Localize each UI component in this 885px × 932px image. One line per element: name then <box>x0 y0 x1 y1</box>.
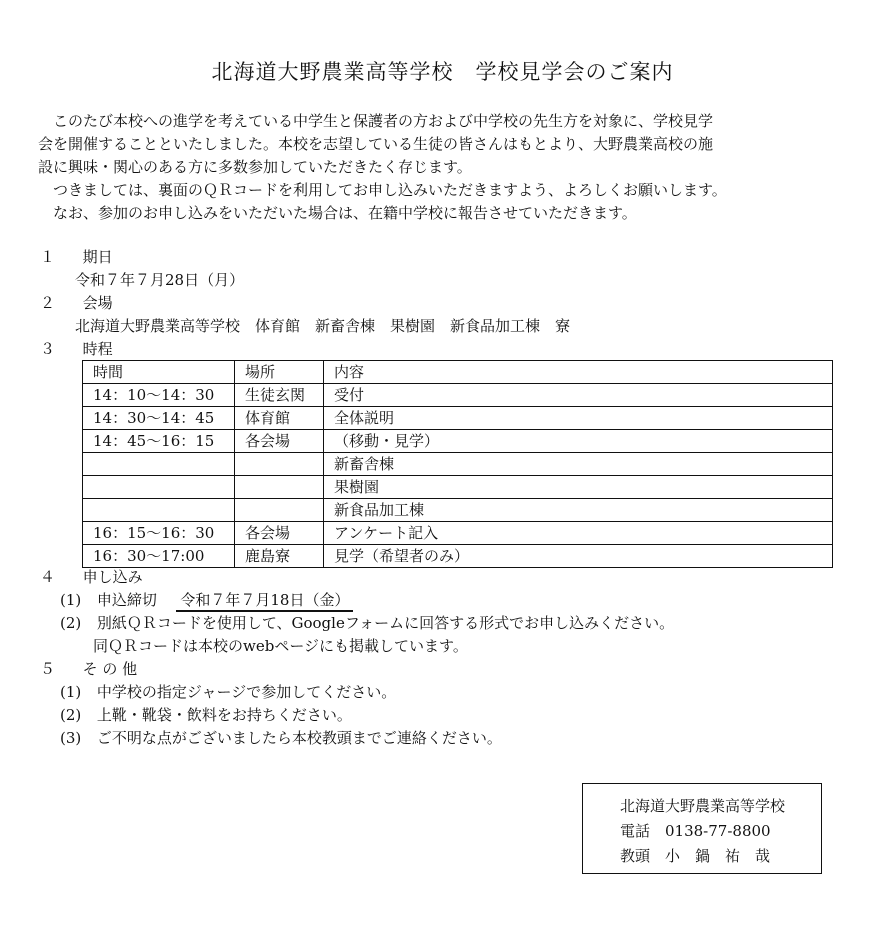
table-row <box>83 384 833 407</box>
table-row <box>83 476 833 499</box>
item-number: (1) <box>60 591 82 609</box>
section-number: １ <box>40 248 56 266</box>
table-cell: 体育館 <box>235 407 324 430</box>
section-number: ５ <box>40 660 56 678</box>
table-cell <box>83 476 235 499</box>
table-row <box>83 499 833 522</box>
table-cell: 14：30〜14：45 <box>83 407 235 430</box>
table-row <box>83 522 833 545</box>
table-cell <box>83 499 235 522</box>
table-cell: 全体説明 <box>324 407 833 430</box>
section-venue-heading <box>40 292 113 314</box>
table-cell: 鹿島寮 <box>235 545 324 568</box>
contact-phone: 電話 0138-77-8800 <box>620 822 771 840</box>
intro-line: 会を開催することといたしました。本校を志望している生徒の皆さんはもとより、大野農業高校の施 <box>38 135 714 153</box>
event-date: 令和７年７月28日（月） <box>75 271 245 289</box>
table-cell: 見学（希望者のみ） <box>324 545 833 568</box>
other-item <box>60 727 502 749</box>
contact-box <box>582 783 822 874</box>
table-cell: 受付 <box>324 384 833 407</box>
intro-paragraph <box>38 110 848 225</box>
deadline-label: 申込締切 <box>96 591 157 609</box>
section-number: ４ <box>40 568 56 586</box>
table-cell: 14：45〜16：15 <box>83 430 235 453</box>
item-text: 別紙ＱＲコードを使用して、Googleフォームに回答する形式でお申し込みください。 <box>96 614 675 632</box>
section-title: 会場 <box>82 294 113 312</box>
contact-person: 教頭 小 鍋 祐 哉 <box>620 847 771 865</box>
section-schedule-heading <box>40 338 113 360</box>
table-cell: 各会場 <box>235 522 324 545</box>
table-cell <box>235 453 324 476</box>
table-cell: アンケート記入 <box>324 522 833 545</box>
item-text: 上靴・靴袋・飲料をお持ちください。 <box>96 706 352 724</box>
event-venue: 北海道大野農業高等学校 体育館 新畜舎棟 果樹園 新食品加工棟 寮 <box>75 317 571 335</box>
schedule-table <box>82 360 833 568</box>
section-number: ３ <box>40 340 56 358</box>
deadline-date: 令和７年７月18日（金） <box>176 591 353 612</box>
table-row <box>83 453 833 476</box>
column-header-time: 時間 <box>83 361 235 384</box>
section-title: 申し込み <box>82 568 143 586</box>
item-text: ご不明な点がございましたら本校教頭までご連絡ください。 <box>96 729 502 747</box>
other-item <box>60 681 396 703</box>
section-title: 時程 <box>82 340 113 358</box>
table-header-row <box>83 361 833 384</box>
apply-item <box>60 612 674 634</box>
section-date-heading <box>40 246 113 268</box>
table-row <box>83 545 833 568</box>
table-cell: 14：10〜14：30 <box>83 384 235 407</box>
table-cell: 生徒玄関 <box>235 384 324 407</box>
table-cell: 各会場 <box>235 430 324 453</box>
item-number: (1) <box>60 683 82 701</box>
table-row <box>83 430 833 453</box>
table-row <box>83 407 833 430</box>
item-text: 中学校の指定ジャージで参加してください。 <box>96 683 397 701</box>
section-number: ２ <box>40 294 56 312</box>
column-header-content: 内容 <box>324 361 833 384</box>
table-cell: 新畜舎棟 <box>324 453 833 476</box>
table-cell: 果樹園 <box>324 476 833 499</box>
intro-line: なお、参加のお申し込みをいただいた場合は、在籍中学校に報告させていただきます。 <box>38 204 637 222</box>
table-cell <box>235 499 324 522</box>
section-title: 期日 <box>82 248 113 266</box>
item-number: (2) <box>60 706 82 724</box>
intro-line: このたび本校への進学を考えている中学生と保護者の方および中学校の先生方を対象に、学校見学 <box>38 112 714 130</box>
column-header-place: 場所 <box>235 361 324 384</box>
table-cell: （移動・見学） <box>324 430 833 453</box>
table-cell <box>235 476 324 499</box>
table-cell: 新食品加工棟 <box>324 499 833 522</box>
item-number: (3) <box>60 729 82 747</box>
item-number: (2) <box>60 614 82 632</box>
other-item <box>60 704 352 726</box>
contact-school: 北海道大野農業高等学校 <box>620 797 786 815</box>
apply-item <box>60 589 353 611</box>
section-title: そ の 他 <box>82 660 138 678</box>
apply-note: 同ＱＲコードは本校のwebページにも掲載しています。 <box>93 637 468 655</box>
document-title: 北海道大野農業高等学校 学校見学会のご案内 <box>211 60 674 84</box>
intro-line: 設に興味・関心のある方に多数参加していただきたく存じます。 <box>38 158 472 176</box>
section-apply-heading <box>40 566 143 588</box>
section-other-heading <box>40 658 137 680</box>
intro-line: つきましては、裏面のＱＲコードを利用してお申し込みいただきますよう、よろしくお願いします。 <box>38 181 727 199</box>
table-cell: 16：15〜16：30 <box>83 522 235 545</box>
table-cell <box>83 453 235 476</box>
table-cell: 16：30〜17:00 <box>83 545 235 568</box>
